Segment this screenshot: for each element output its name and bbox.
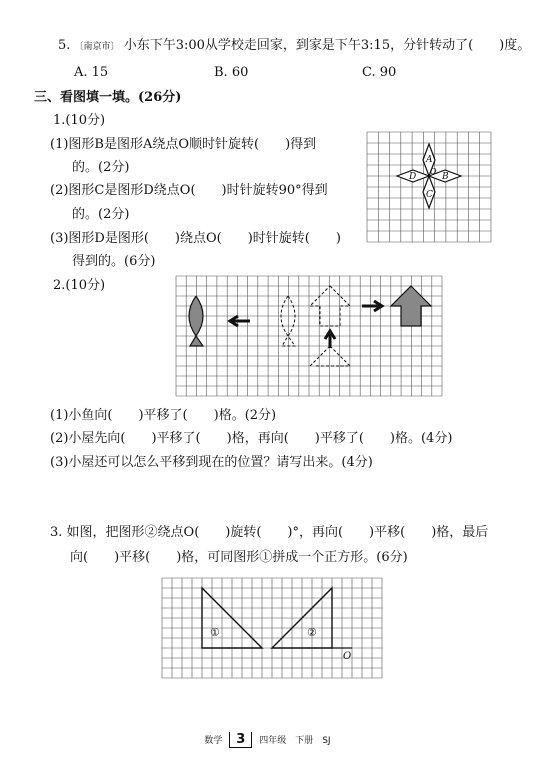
page-footer bbox=[0, 732, 535, 748]
q2-line-3: (3)小屋还可以怎么平移到现在的位置？请写出来。(4分) bbox=[50, 455, 373, 470]
label-a: A bbox=[426, 155, 433, 165]
footer-grade: 四年级 下册 SJ bbox=[259, 736, 331, 746]
q3-line-2: 向( )平移( )格，可同图形①拼成一个正方形。(6分) bbox=[70, 550, 408, 565]
q1-line-4: 的。(2分) bbox=[72, 207, 130, 222]
q1-line-1: (1)图形B是图形A绕点O顺时针旋转( )得到 bbox=[50, 137, 317, 152]
q5-region-tag: 〔南京市〕 bbox=[74, 42, 120, 52]
q2-translation-figure bbox=[176, 276, 442, 396]
q2-head: 2.(10分) bbox=[53, 278, 106, 293]
label-d: D bbox=[409, 172, 417, 182]
shape-2-label: ② bbox=[307, 626, 317, 639]
q5-option-c: C. 90 bbox=[362, 65, 397, 80]
q1-head: 1.(10分) bbox=[53, 113, 106, 128]
q5-question: 小东下午3:00从学校走回家，到家是下午3:15，分针转动了( )度。 bbox=[123, 38, 531, 53]
label-b: B bbox=[442, 172, 449, 182]
q3-puzzle-figure bbox=[162, 578, 382, 678]
shape-1-label: ① bbox=[210, 626, 220, 639]
q2-line-2: (2)小屋先向( )平移了( )格，再向( )平移了( )格。(4分) bbox=[50, 431, 453, 446]
footer-subject: 数学 bbox=[204, 736, 223, 746]
point-o-label: O bbox=[343, 651, 352, 662]
section-heading: 三、看图填一填。(26分) bbox=[34, 90, 182, 105]
q5-number: 5. bbox=[58, 38, 71, 53]
q3-line-1: 3. 如图，把图形②绕点O( )旋转( )°，再向( )平移( )格，最后 bbox=[50, 525, 489, 540]
q5-option-a: A. 15 bbox=[74, 65, 109, 80]
q1-line-2: 的。(2分) bbox=[72, 160, 130, 175]
q5-option-b: B. 60 bbox=[214, 65, 249, 80]
q1-line-3: (2)图形C是图形D绕点O( )时针旋转90°得到 bbox=[50, 183, 328, 198]
page-number: 3 bbox=[229, 732, 252, 748]
q5-line bbox=[58, 38, 530, 55]
q2-line-1: (1)小鱼向( )平移了( )格。(2分) bbox=[50, 408, 277, 423]
label-c: C bbox=[426, 190, 433, 200]
q1-line-5: (3)图形D是图形( )绕点O( )时针旋转( ) bbox=[50, 231, 341, 246]
label-o: O bbox=[430, 167, 437, 176]
q1-line-6: 得到的。(6分) bbox=[72, 254, 156, 269]
q1-rotation-figure bbox=[367, 132, 491, 242]
